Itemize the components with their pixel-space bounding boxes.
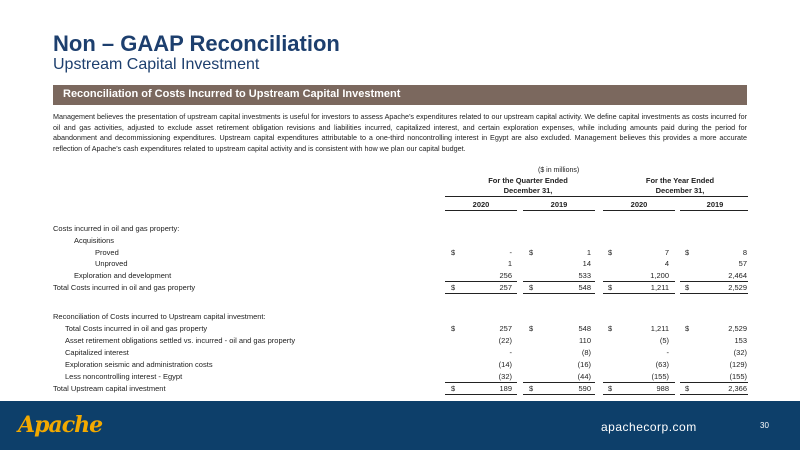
row-label: Exploration seismic and administration costs (65, 360, 213, 369)
table-cell: 2,529 (728, 283, 747, 292)
row-label: Costs incurred in oil and gas property: (53, 224, 180, 233)
col-head-q2019: 2019 (550, 200, 568, 209)
dollar-sign: $ (529, 324, 534, 333)
table-cell: 8 (742, 248, 747, 257)
total-rule (523, 382, 595, 383)
table-cell: (155) (651, 372, 669, 381)
total-rule (523, 394, 595, 395)
row-label: Total Costs incurred in oil and gas property (53, 283, 196, 292)
table-cell: (22) (498, 336, 512, 345)
total-rule (680, 293, 748, 294)
table-cell: - (509, 248, 512, 257)
dollar-sign: $ (451, 384, 456, 393)
table-cell: 256 (499, 271, 512, 280)
row-label: Total Costs incurred in oil and gas property (65, 324, 208, 333)
table-cell: 153 (734, 336, 747, 345)
section-banner: Reconciliation of Costs Incurred to Upstream Capital Investment (53, 85, 747, 105)
table-cell: 257 (499, 324, 512, 333)
page-number: 30 (760, 421, 769, 430)
total-rule (445, 394, 517, 395)
row-label: Asset retirement obligations settled vs. incurred - oil and gas property (65, 336, 296, 345)
col-rule (603, 210, 675, 211)
table-cell: - (666, 348, 669, 357)
table-cell: (14) (498, 360, 512, 369)
table-cell: - (509, 348, 512, 357)
total-rule (523, 281, 595, 282)
table-cell: 548 (578, 324, 591, 333)
total-rule (603, 281, 675, 282)
col-head-y2020: 2020 (630, 200, 648, 209)
dollar-sign: $ (529, 283, 534, 292)
col-rule (680, 210, 748, 211)
table-cell: 1,200 (650, 271, 669, 280)
dollar-sign: $ (608, 384, 613, 393)
row-label: Reconciliation of Costs incurred to Upstream capital investment: (53, 312, 266, 321)
col-rule (445, 210, 517, 211)
table-cell: (8) (581, 348, 591, 357)
table-cell: 2,464 (728, 271, 747, 280)
row-label: Acquisitions (74, 236, 115, 245)
table-cell: 257 (499, 283, 512, 292)
row-label: Less noncontrolling interest - Egypt (65, 372, 183, 381)
table-cell: (32) (498, 372, 512, 381)
table-cell: 110 (579, 336, 591, 345)
dollar-sign: $ (685, 248, 690, 257)
total-rule (523, 293, 595, 294)
table-cell: 57 (738, 259, 747, 268)
table-cell: 189 (499, 384, 512, 393)
total-rule (603, 394, 675, 395)
quarter-header-line1: For the Quarter Ended (488, 176, 568, 185)
page-title: Non – GAAP Reconciliation (53, 31, 340, 56)
description-paragraph: Management believes the presentation of upstream capital investments is useful for investors to assess Apache’s expenditures related to our upstream capital activity. We define capital investments as costs incurred for oil and gas activities, adjusted to exclude asset retirement obligation revisions and liabilities incurred, capitalized interest, and certain exploration expenses, while including amounts paid during the period for abandonment and decommissioning expenditures. Upstream capital expenditures attributable to a one-third noncontrolling interest in Egypt are also excluded. Management believes this provides a more accurate reflection of Apache’s cash expenditures related to upstream capital activity and is consistent with how we plan our capital budget. (53, 112, 747, 153)
col-rule (523, 210, 595, 211)
total-rule (603, 293, 675, 294)
apache-logo: Apache (18, 412, 103, 438)
row-label: Exploration and development (74, 271, 172, 280)
table-cell: 533 (578, 271, 591, 280)
units-label: ($ in millions) (538, 167, 580, 174)
table-cell: 14 (582, 259, 591, 268)
table-cell: 548 (578, 283, 591, 292)
table-cell: (129) (729, 360, 747, 369)
table-cell: 7 (664, 248, 669, 257)
table-cell: (32) (733, 348, 747, 357)
dollar-sign: $ (451, 324, 456, 333)
row-label: Unproved (95, 259, 128, 268)
table-cell: 1,211 (650, 283, 669, 292)
total-rule (445, 281, 517, 282)
dollar-sign: $ (685, 283, 690, 292)
table-cell: (16) (577, 360, 591, 369)
dollar-sign: $ (608, 283, 613, 292)
table-cell: 2,529 (728, 324, 747, 333)
table-cell: 2,366 (728, 384, 747, 393)
dollar-sign: $ (451, 283, 456, 292)
total-rule (680, 382, 748, 383)
dollar-sign: $ (529, 384, 534, 393)
dollar-sign: $ (685, 384, 690, 393)
total-rule (445, 382, 517, 383)
row-label: Proved (95, 248, 119, 257)
dollar-sign: $ (685, 324, 690, 333)
page-subtitle: Upstream Capital Investment (53, 56, 260, 73)
table-cell: 1,211 (650, 324, 669, 333)
total-rule (445, 293, 517, 294)
footer-url[interactable]: apachecorp.com (601, 420, 697, 434)
row-label: Total Upstream capital investment (53, 384, 166, 393)
total-rule (680, 281, 748, 282)
dollar-sign: $ (608, 324, 613, 333)
row-label: Capitalized interest (65, 348, 129, 357)
total-rule (680, 394, 748, 395)
table-cell: 4 (664, 259, 669, 268)
table-cell: (5) (659, 336, 669, 345)
col-head-q2020: 2020 (472, 200, 490, 209)
table-cell: (63) (655, 360, 669, 369)
table-cell: 1 (507, 259, 512, 268)
table-cell: 1 (586, 248, 591, 257)
table-cell: (44) (577, 372, 591, 381)
dollar-sign: $ (451, 248, 456, 257)
year-header-rule (603, 196, 748, 197)
quarter-header-rule (445, 196, 605, 197)
quarter-header-line2: December 31, (503, 186, 553, 195)
dollar-sign: $ (529, 248, 534, 257)
table-cell: 988 (656, 384, 669, 393)
total-rule (603, 382, 675, 383)
dollar-sign: $ (608, 248, 613, 257)
col-head-y2019: 2019 (706, 200, 724, 209)
table-cell: 590 (578, 384, 591, 393)
year-header-line1: For the Year Ended (645, 176, 715, 185)
table-cell: (155) (729, 372, 747, 381)
year-header-line2: December 31, (655, 186, 705, 195)
